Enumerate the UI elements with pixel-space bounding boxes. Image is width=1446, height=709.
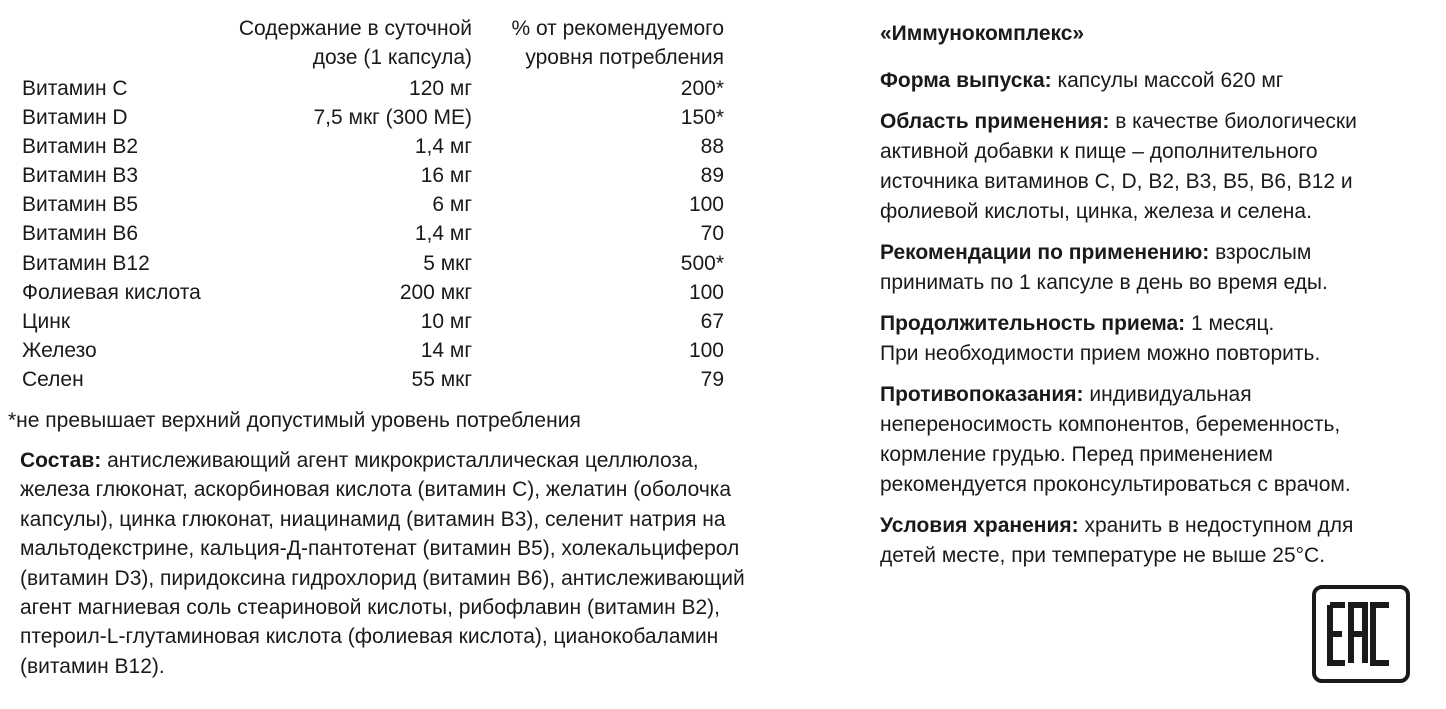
composition-line (20, 475, 780, 504)
nutrient-dose: 16 мг (420, 164, 472, 188)
table-row (22, 278, 822, 307)
info-text: индивидуальная (1083, 383, 1252, 406)
nutrient-dose: 14 мг (420, 338, 472, 362)
info-line (880, 238, 1400, 268)
header-percent: % от рекомендуемого уровня потребления (511, 17, 724, 69)
nutrient-dose: 55 мкг (411, 367, 472, 391)
info-text: в качестве биологически (1109, 110, 1357, 133)
info-line (880, 107, 1400, 137)
composition-line (20, 593, 780, 622)
composition-text: (витамин В12). (20, 654, 165, 678)
info-text: взрослым (1209, 241, 1312, 264)
composition-text: капсулы), цинка глюконат, ниацинамид (витамин В3), селенит натрия на (20, 507, 726, 531)
table-row (22, 103, 822, 132)
table-row (22, 74, 822, 103)
info-label: Противопоказания: (880, 383, 1084, 406)
info-section (880, 511, 1400, 571)
info-text: При необходимости прием можно повторить. (880, 342, 1321, 365)
table-row (22, 161, 822, 190)
nutrient-percent: 89 (700, 164, 724, 188)
table-row (22, 365, 822, 394)
nutrient-dose: 200 мкг (399, 280, 472, 304)
info-line (880, 309, 1400, 339)
composition-label: Состав: (20, 449, 102, 472)
info-line (880, 197, 1400, 227)
info-section (880, 238, 1400, 298)
info-line (880, 380, 1400, 410)
info-text: хранить в недоступном для (1078, 514, 1354, 537)
nutrient-percent: 500* (680, 251, 724, 275)
nutrient-dose: 10 мг (420, 309, 472, 333)
nutrient-percent: 88 (700, 135, 724, 159)
info-line (880, 470, 1400, 500)
info-label: Форма выпуска: (880, 69, 1052, 92)
info-line (880, 440, 1400, 470)
nutrient-dose: 1,4 мг (414, 222, 472, 246)
composition (20, 446, 780, 681)
info-section (880, 66, 1400, 96)
info-text: кормление грудью. Перед применением (880, 443, 1273, 466)
nutrient-percent: 100 (688, 280, 724, 304)
nutrient-percent: 150* (680, 106, 724, 130)
nutrient-name: Витамин В12 (22, 251, 150, 275)
composition-text: мальтодекстрине, кальция-Д-пантотенат (витамин В5), холекальциферол (20, 537, 740, 561)
info-text: непереносимость компонентов, беременность, (880, 413, 1341, 436)
info-label: Рекомендации по применению: (880, 241, 1210, 264)
table-row (22, 190, 822, 219)
composition-text: (витамин D3), пиридоксина гидрохлорид (витамин В6), антислеживающий (20, 566, 745, 590)
info-line (880, 167, 1400, 197)
nutrient-name: Витамин D (22, 106, 128, 130)
info-text: активной добавки к пище – дополнительного (880, 140, 1318, 163)
nutrient-name: Цинк (22, 309, 71, 333)
nutrition-table (22, 14, 822, 394)
nutrient-name: Витамин В3 (22, 164, 139, 188)
composition-text: агент магниевая соль стеариновой кислоты, рибофлавин (витамин В2), (20, 596, 721, 620)
nutrient-dose: 1,4 мг (414, 135, 472, 159)
nutrient-dose: 7,5 мкг (300 МЕ) (313, 106, 472, 130)
nutrient-percent: 79 (700, 367, 724, 391)
nutrient-name: Витамин В2 (22, 135, 139, 159)
nutrient-percent: 100 (688, 193, 724, 217)
composition-text: железа глюконат, аскорбиновая кислота (витамин С), желатин (оболочка (20, 478, 732, 502)
header-dose: Содержание в суточной дозе (1 капсула) (238, 17, 472, 69)
nutrient-dose: 6 мг (432, 193, 472, 217)
info-text: фолиевой кислоты, цинка, железа и селена. (880, 200, 1312, 223)
nutrient-percent: 100 (688, 338, 724, 362)
composition-text: птероил-L-глутаминовая кислота (фолиевая кислота), цианокобаламин (20, 625, 719, 649)
nutrient-name: Железо (22, 338, 97, 362)
info-line (880, 541, 1400, 571)
info-line (880, 511, 1400, 541)
table-header (22, 14, 822, 74)
table-row (22, 219, 822, 248)
info-line (880, 410, 1400, 440)
nutrient-percent: 67 (700, 309, 724, 333)
info-text: детей месте, при температуре не выше 25°С. (880, 544, 1326, 567)
nutrient-name: Селен (22, 367, 84, 391)
info-text: принимать по 1 капсуле в день во время еды. (880, 271, 1328, 294)
eac-mark-icon (1312, 585, 1410, 683)
info-section (880, 107, 1400, 227)
info-text: источника витаминов С, D, В2, В3, В5, В6, В12 и (880, 170, 1353, 193)
nutrient-name: Фолиевая кислота (22, 280, 201, 304)
composition-line (20, 652, 780, 681)
product-info (880, 19, 1400, 582)
info-text: 1 месяц. (1185, 312, 1275, 335)
info-line (880, 137, 1400, 167)
footnote: *не превышает верхний допустимый уровень потребления (8, 409, 581, 432)
info-sections (880, 66, 1400, 571)
composition-line (20, 446, 780, 475)
composition-text: антислеживающий агент микрокристаллическая целлюлоза, (101, 449, 699, 472)
nutrient-name: Витамин С (22, 77, 128, 100)
info-text: капсулы массой 620 мг (1051, 69, 1284, 92)
composition-line (20, 622, 780, 651)
table-row (22, 249, 822, 278)
nutrient-percent: 70 (700, 222, 724, 246)
info-label: Условия хранения: (880, 514, 1079, 537)
nutrient-dose: 5 мкг (423, 251, 472, 275)
composition-line (20, 564, 780, 593)
nutrient-dose: 120 мг (409, 77, 472, 100)
nutrient-name: Витамин В5 (22, 193, 139, 217)
table-body (22, 74, 822, 394)
composition-line (20, 505, 780, 534)
nutrient-percent: 200* (680, 77, 724, 100)
info-label: Область применения: (880, 110, 1110, 133)
nutrient-name: Витамин В6 (22, 222, 139, 246)
table-row (22, 336, 822, 365)
info-text: рекомендуется проконсультироваться с врачом. (880, 473, 1351, 496)
product-title: «Иммунокомплекс» (880, 22, 1085, 45)
info-label: Продолжительность приема: (880, 312, 1186, 335)
info-line (880, 339, 1400, 369)
info-section (880, 309, 1400, 369)
table-row (22, 307, 822, 336)
composition-line (20, 534, 780, 563)
info-section (880, 380, 1400, 500)
info-line (880, 66, 1400, 96)
table-row (22, 132, 822, 161)
info-line (880, 268, 1400, 298)
